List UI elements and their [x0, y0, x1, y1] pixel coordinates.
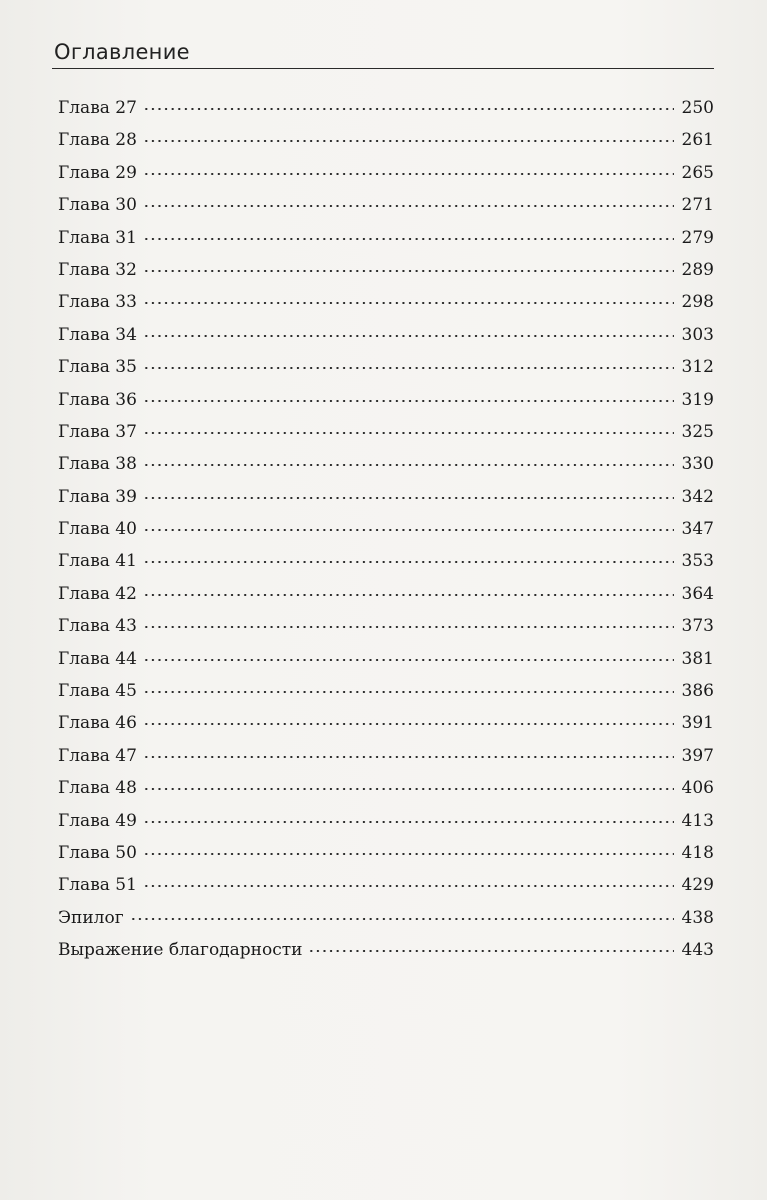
toc-entry-page-number: 298	[681, 292, 714, 313]
dot-leader	[143, 108, 674, 110]
toc-entry-page-number: 443	[681, 940, 714, 961]
toc-entry-label: Глава 31	[58, 227, 137, 248]
toc-entry-page-number: 364	[681, 583, 714, 604]
toc-entry-label: Выражение благодарности	[58, 940, 303, 961]
toc-entry-page-number: 265	[681, 162, 714, 183]
toc-entry-label: Глава 40	[58, 519, 137, 540]
dot-leader	[143, 626, 674, 628]
toc-entry-label: Глава 42	[58, 583, 137, 604]
toc-entry-page-number: 325	[681, 421, 714, 442]
toc-entry-page-number: 303	[681, 324, 714, 345]
toc-entry-label: Глава 50	[58, 842, 137, 863]
toc-entry-label: Глава 51	[58, 875, 137, 896]
toc-entry-label: Глава 43	[58, 616, 137, 637]
dot-leader	[143, 497, 674, 499]
toc-entry-page-number: 342	[681, 486, 714, 507]
toc-entry-page-number: 381	[681, 648, 714, 669]
toc-entry	[58, 740, 714, 772]
toc-entry-label: Глава 44	[58, 648, 137, 669]
toc-entry	[58, 384, 714, 416]
dot-leader	[143, 238, 674, 240]
toc-entry-page-number: 261	[681, 130, 714, 151]
toc-entry-label: Глава 30	[58, 195, 137, 216]
toc-entry-page-number: 391	[681, 713, 714, 734]
toc-entry	[58, 481, 714, 513]
toc-entry-label: Глава 36	[58, 389, 137, 410]
toc-entry-label: Глава 34	[58, 324, 137, 345]
dot-leader	[143, 788, 674, 790]
toc-entry	[58, 934, 714, 966]
toc-entry-label: Глава 38	[58, 454, 137, 475]
page-title: Оглавление	[54, 40, 190, 64]
toc-entry-page-number: 438	[681, 907, 714, 928]
toc-entry-label: Глава 32	[58, 259, 137, 280]
toc-entry-label: Эпилог	[58, 907, 124, 928]
dot-leader	[143, 367, 674, 369]
toc-entry	[58, 416, 714, 448]
toc-entry	[58, 254, 714, 286]
toc-entry-page-number: 347	[681, 519, 714, 540]
toc-entry-label: Глава 27	[58, 98, 137, 118]
toc-entry-label: Глава 39	[58, 486, 137, 507]
toc-entry-page-number: 418	[681, 842, 714, 863]
table-of-contents	[58, 92, 714, 967]
toc-entry-label: Глава 35	[58, 357, 137, 378]
toc-entry-page-number: 429	[681, 875, 714, 896]
toc-entry	[58, 545, 714, 577]
toc-entry	[58, 707, 714, 739]
toc-entry-page-number: 413	[681, 810, 714, 831]
dot-leader	[143, 853, 674, 855]
toc-entry-label: Глава 49	[58, 810, 137, 831]
toc-entry-label: Глава 37	[58, 421, 137, 442]
dot-leader	[143, 723, 674, 725]
dot-leader	[143, 561, 674, 563]
toc-entry	[58, 513, 714, 545]
dot-leader	[143, 691, 674, 693]
page-header	[52, 36, 714, 69]
toc-entry	[58, 869, 714, 901]
toc-entry-label: Глава 45	[58, 681, 137, 702]
toc-entry	[58, 610, 714, 642]
toc-entry	[58, 837, 714, 869]
dot-leader	[143, 821, 674, 823]
dot-leader	[143, 302, 674, 304]
toc-entry-label: Глава 48	[58, 778, 137, 799]
dot-leader	[143, 140, 674, 142]
toc-entry-page-number: 386	[681, 681, 714, 702]
toc-entry-page-number: 353	[681, 551, 714, 572]
dot-leader	[143, 594, 674, 596]
toc-entry-label: Глава 33	[58, 292, 137, 313]
toc-entry-page-number: 289	[681, 259, 714, 280]
dot-leader	[143, 335, 674, 337]
toc-entry-page-number: 250	[681, 98, 714, 118]
dot-leader	[143, 659, 674, 661]
toc-entry	[58, 286, 714, 318]
toc-entry	[58, 805, 714, 837]
toc-entry	[58, 124, 714, 156]
dot-leader	[143, 756, 674, 758]
toc-entry-label: Глава 47	[58, 745, 137, 766]
dot-leader	[130, 918, 674, 920]
toc-entry	[58, 643, 714, 675]
toc-entry	[58, 351, 714, 383]
toc-entry-page-number: 271	[681, 195, 714, 216]
toc-entry-page-number: 279	[681, 227, 714, 248]
toc-entry-label: Глава 29	[58, 162, 137, 183]
toc-entry-page-number: 406	[681, 778, 714, 799]
toc-entry-page-number: 397	[681, 745, 714, 766]
toc-entry	[58, 902, 714, 934]
dot-leader	[308, 950, 674, 952]
toc-entry	[58, 772, 714, 804]
toc-entry-label: Глава 28	[58, 130, 137, 151]
toc-entry	[58, 675, 714, 707]
dot-leader	[143, 205, 674, 207]
dot-leader	[143, 432, 674, 434]
toc-entry	[58, 92, 714, 124]
dot-leader	[143, 885, 674, 887]
toc-entry-page-number: 330	[681, 454, 714, 475]
dot-leader	[143, 173, 674, 175]
toc-entry	[58, 222, 714, 254]
toc-entry-page-number: 373	[681, 616, 714, 637]
toc-entry	[58, 157, 714, 189]
toc-entry-label: Глава 41	[58, 551, 137, 572]
dot-leader	[143, 529, 674, 531]
toc-entry-page-number: 319	[681, 389, 714, 410]
toc-entry-label: Глава 46	[58, 713, 137, 734]
dot-leader	[143, 464, 674, 466]
toc-entry	[58, 189, 714, 221]
toc-entry-page-number: 312	[681, 357, 714, 378]
dot-leader	[143, 270, 674, 272]
dot-leader	[143, 400, 674, 402]
toc-entry	[58, 319, 714, 351]
toc-entry	[58, 448, 714, 480]
toc-entry	[58, 578, 714, 610]
